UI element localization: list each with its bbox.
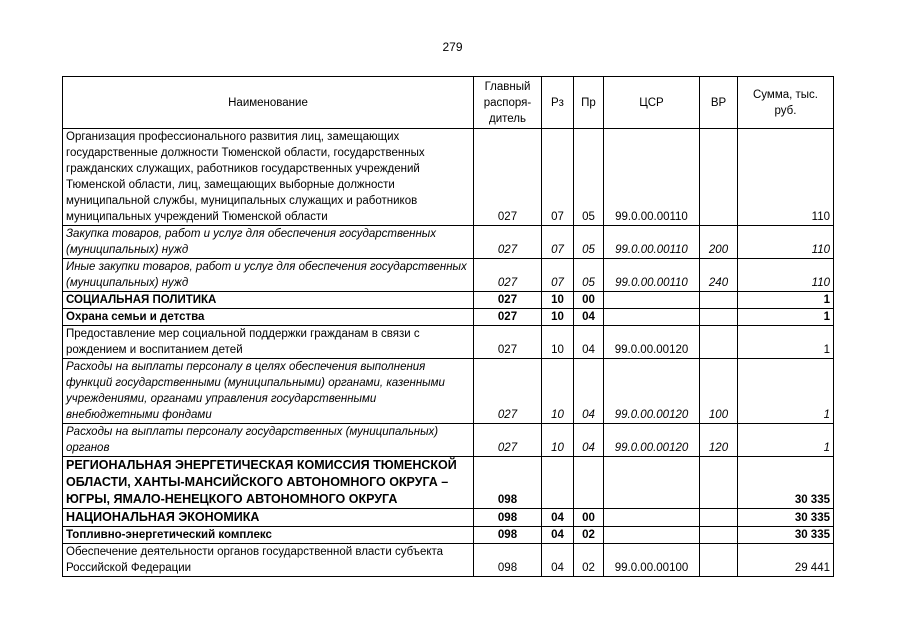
row-csr xyxy=(604,309,700,326)
row-rz: 10 xyxy=(542,309,574,326)
row-csr: 99.0.00.00100 xyxy=(604,544,700,577)
row-main-manager: 027 xyxy=(474,326,542,359)
row-name: Расходы на выплаты персоналу в целях обеспечения выполнения функций государственными (муниципальными) органами, казенными учреждениями, органами управления государственными внебюджетными фондами xyxy=(63,359,474,424)
row-sum: 29 441 xyxy=(738,544,834,577)
row-name: СОЦИАЛЬНАЯ ПОЛИТИКА xyxy=(63,292,474,309)
row-vr xyxy=(700,326,738,359)
row-sum: 30 335 xyxy=(738,509,834,527)
row-pr: 04 xyxy=(574,424,604,457)
row-rz: 10 xyxy=(542,359,574,424)
row-sum: 30 335 xyxy=(738,457,834,509)
row-sum: 1 xyxy=(738,424,834,457)
row-name: Иные закупки товаров, работ и услуг для обеспечения государственных (муниципальных) нужд xyxy=(63,259,474,292)
row-sum: 110 xyxy=(738,259,834,292)
row-pr: 05 xyxy=(574,259,604,292)
table-row xyxy=(63,326,834,359)
row-pr: 00 xyxy=(574,509,604,527)
row-pr: 02 xyxy=(574,527,604,544)
row-sum: 30 335 xyxy=(738,527,834,544)
row-name: Обеспечение деятельности органов государственной власти субъекта Российской Федерации xyxy=(63,544,474,577)
row-csr: 99.0.00.00120 xyxy=(604,424,700,457)
row-sum: 110 xyxy=(738,129,834,226)
row-csr xyxy=(604,509,700,527)
row-main-manager: 027 xyxy=(474,259,542,292)
row-rz: 07 xyxy=(542,226,574,259)
header-pr: Пр xyxy=(574,77,604,129)
header-main-manager: Главный распоря-дитель xyxy=(474,77,542,129)
row-main-manager: 027 xyxy=(474,359,542,424)
table-row xyxy=(63,359,834,424)
row-rz: 10 xyxy=(542,326,574,359)
table-row xyxy=(63,509,834,527)
row-name: Охрана семьи и детства xyxy=(63,309,474,326)
row-rz xyxy=(542,457,574,509)
row-main-manager: 098 xyxy=(474,457,542,509)
row-vr xyxy=(700,292,738,309)
row-name: Расходы на выплаты персоналу государственных (муниципальных) органов xyxy=(63,424,474,457)
row-vr xyxy=(700,129,738,226)
table-row xyxy=(63,292,834,309)
row-pr: 05 xyxy=(574,129,604,226)
row-main-manager: 027 xyxy=(474,309,542,326)
row-name: Организация профессионального развития лиц, замещающих государственные должности Тюменской области, государственных гражданских служащих, работников государственных учреждений Тюменской области, лиц, замещающих выборные должности муниципальной службы, муниципальных служащих и работников муниципальных учреждений Тюменской области xyxy=(63,129,474,226)
table-row xyxy=(63,226,834,259)
table-row xyxy=(63,544,834,577)
row-name: Закупка товаров, работ и услуг для обеспечения государственных (муниципальных) нужд xyxy=(63,226,474,259)
row-sum: 1 xyxy=(738,359,834,424)
row-pr: 04 xyxy=(574,326,604,359)
row-pr: 05 xyxy=(574,226,604,259)
row-rz: 07 xyxy=(542,129,574,226)
row-rz: 04 xyxy=(542,544,574,577)
table-row xyxy=(63,129,834,226)
row-vr: 120 xyxy=(700,424,738,457)
row-vr xyxy=(700,309,738,326)
row-pr: 04 xyxy=(574,309,604,326)
row-vr: 240 xyxy=(700,259,738,292)
row-main-manager: 027 xyxy=(474,226,542,259)
row-main-manager: 027 xyxy=(474,424,542,457)
row-main-manager: 027 xyxy=(474,292,542,309)
table-row xyxy=(63,457,834,509)
row-csr: 99.0.00.00110 xyxy=(604,259,700,292)
table-row xyxy=(63,424,834,457)
row-vr xyxy=(700,544,738,577)
row-csr: 99.0.00.00120 xyxy=(604,326,700,359)
row-rz: 10 xyxy=(542,424,574,457)
header-rz: Рз xyxy=(542,77,574,129)
header-sum: Сумма, тыс. руб. xyxy=(738,77,834,129)
row-csr: 99.0.00.00110 xyxy=(604,226,700,259)
row-csr xyxy=(604,527,700,544)
budget-table xyxy=(62,76,834,577)
header-name: Наименование xyxy=(63,77,474,129)
row-vr: 100 xyxy=(700,359,738,424)
header-vr: ВР xyxy=(700,77,738,129)
row-pr: 04 xyxy=(574,359,604,424)
row-name: Предоставление мер социальной поддержки гражданам в связи с рождением и воспитанием детей xyxy=(63,326,474,359)
row-vr xyxy=(700,509,738,527)
row-main-manager: 098 xyxy=(474,544,542,577)
row-main-manager: 027 xyxy=(474,129,542,226)
row-main-manager: 098 xyxy=(474,509,542,527)
page-number: 279 xyxy=(442,40,463,54)
table-header-row xyxy=(63,77,834,129)
row-name: Топливно-энергетический комплекс xyxy=(63,527,474,544)
row-vr: 200 xyxy=(700,226,738,259)
row-main-manager: 098 xyxy=(474,527,542,544)
row-pr xyxy=(574,457,604,509)
row-rz: 04 xyxy=(542,509,574,527)
row-sum: 1 xyxy=(738,309,834,326)
row-sum: 1 xyxy=(738,292,834,309)
row-pr: 00 xyxy=(574,292,604,309)
row-sum: 110 xyxy=(738,226,834,259)
row-csr xyxy=(604,292,700,309)
row-vr xyxy=(700,527,738,544)
row-sum: 1 xyxy=(738,326,834,359)
row-csr xyxy=(604,457,700,509)
table-row xyxy=(63,259,834,292)
row-rz: 04 xyxy=(542,527,574,544)
row-rz: 10 xyxy=(542,292,574,309)
row-pr: 02 xyxy=(574,544,604,577)
row-csr: 99.0.00.00110 xyxy=(604,129,700,226)
table-row xyxy=(63,309,834,326)
row-name: РЕГИОНАЛЬНАЯ ЭНЕРГЕТИЧЕСКАЯ КОМИССИЯ ТЮМЕНСКОЙ ОБЛАСТИ, ХАНТЫ-МАНСИЙСКОГО АВТОНОМНОГО ОКРУГА – ЮГРЫ, ЯМАЛО-НЕНЕЦКОГО АВТОНОМНОГО ОКРУГА xyxy=(63,457,474,509)
row-rz: 07 xyxy=(542,259,574,292)
table-row xyxy=(63,527,834,544)
row-name: НАЦИОНАЛЬНАЯ ЭКОНОМИКА xyxy=(63,509,474,527)
header-csr: ЦСР xyxy=(604,77,700,129)
row-vr xyxy=(700,457,738,509)
row-csr: 99.0.00.00120 xyxy=(604,359,700,424)
